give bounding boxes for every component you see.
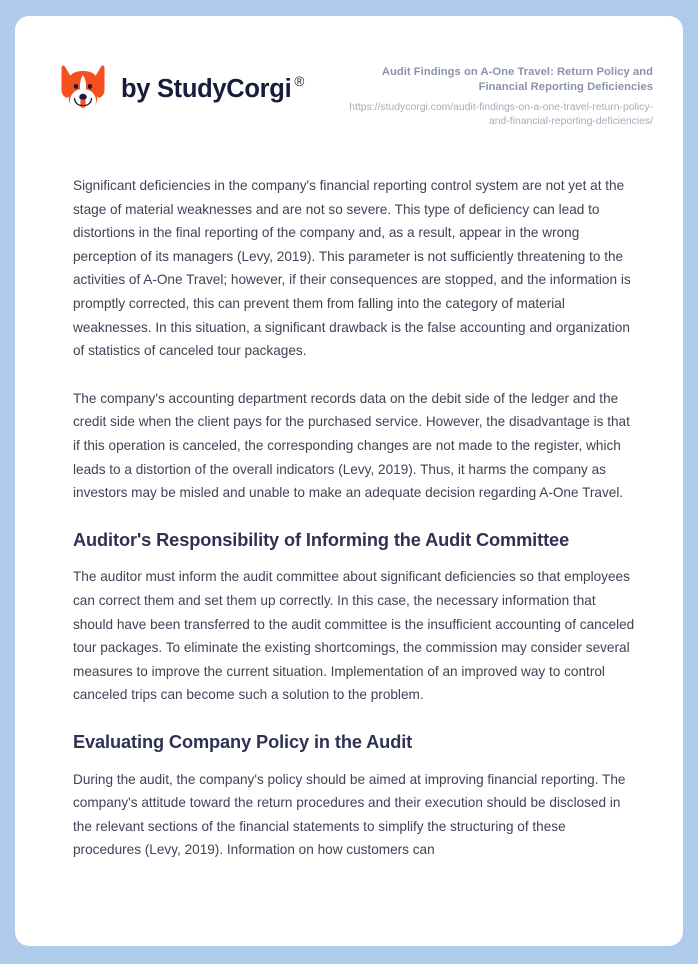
document-body xyxy=(15,174,683,862)
registered-trademark-icon: ® xyxy=(294,74,305,90)
section-heading-evaluating-policy: Evaluating Company Policy in the Audit xyxy=(73,732,413,753)
paragraph-3: The auditor must inform the audit committee about significant deficiencies so that employees can correct them and set them up correctly. In this case, the necessary information that should have been transferred to the audit committee is the insufficient accounting of canceled tour packages. To eliminate the existing shortcomings, the commission may consider several measures to improve the current situation. Implementation of an improved way to control canceled trips can become such a solution to the problem. xyxy=(73,569,635,703)
section-heading-auditor-responsibility: Auditor's Responsibility of Informing the Audit Committee xyxy=(73,529,570,550)
document-meta xyxy=(333,62,653,129)
brand-name: by StudyCorgi xyxy=(121,75,292,104)
document-header xyxy=(15,16,683,129)
brand-wordmark xyxy=(121,74,305,104)
paragraph-4: During the audit, the company's policy should be aimed at improving financial reporting. The company's attitude toward the return procedures and their execution should be disclosed in the relevant sections of the financial statements to simplify the structuring of these procedures (Levy, 2019). Information on how customers can xyxy=(73,771,626,858)
page-title: Audit Findings on A-One Travel: Return Policy and Financial Reporting Deficiencies xyxy=(381,66,653,93)
paragraph-1: Significant deficiencies in the company's financial reporting control system are not yet at the stage of material weaknesses and are not so severe. This type of deficiency can lead to distortions in the final reporting of the company and, as a result, appear in the wrong perception of its managers (Levy, 2019). This parameter is not sufficiently threatening to the activities of A-One Travel; however, if their consequences are stopped, and the information is promptly corrected, this can prevent them from falling into the category of material weaknesses. In this situation, a significant drawback is the false accounting and organization of statistics of canceled tour packages. xyxy=(73,178,631,359)
document-paper xyxy=(15,16,683,946)
corgi-logo-icon xyxy=(58,64,108,116)
brand-logo-block xyxy=(58,62,304,116)
paragraph-2: The company's accounting department records data on the debit side of the ledger and the credit side when the client pays for the purchased service. However, the disadvantage is that if this operation is canceled, the corresponding changes are not made to the register, which leads to a distortion of the overall indicators (Levy, 2019). Thus, it harms the company as investors may be misled and unable to make an adequate decision regarding A-One Travel. xyxy=(73,390,630,501)
source-url[interactable]: https://studycorgi.com/audit-findings-on-a-one-travel-return-policy-and-financial-reporting-deficiencies/ xyxy=(349,102,653,128)
